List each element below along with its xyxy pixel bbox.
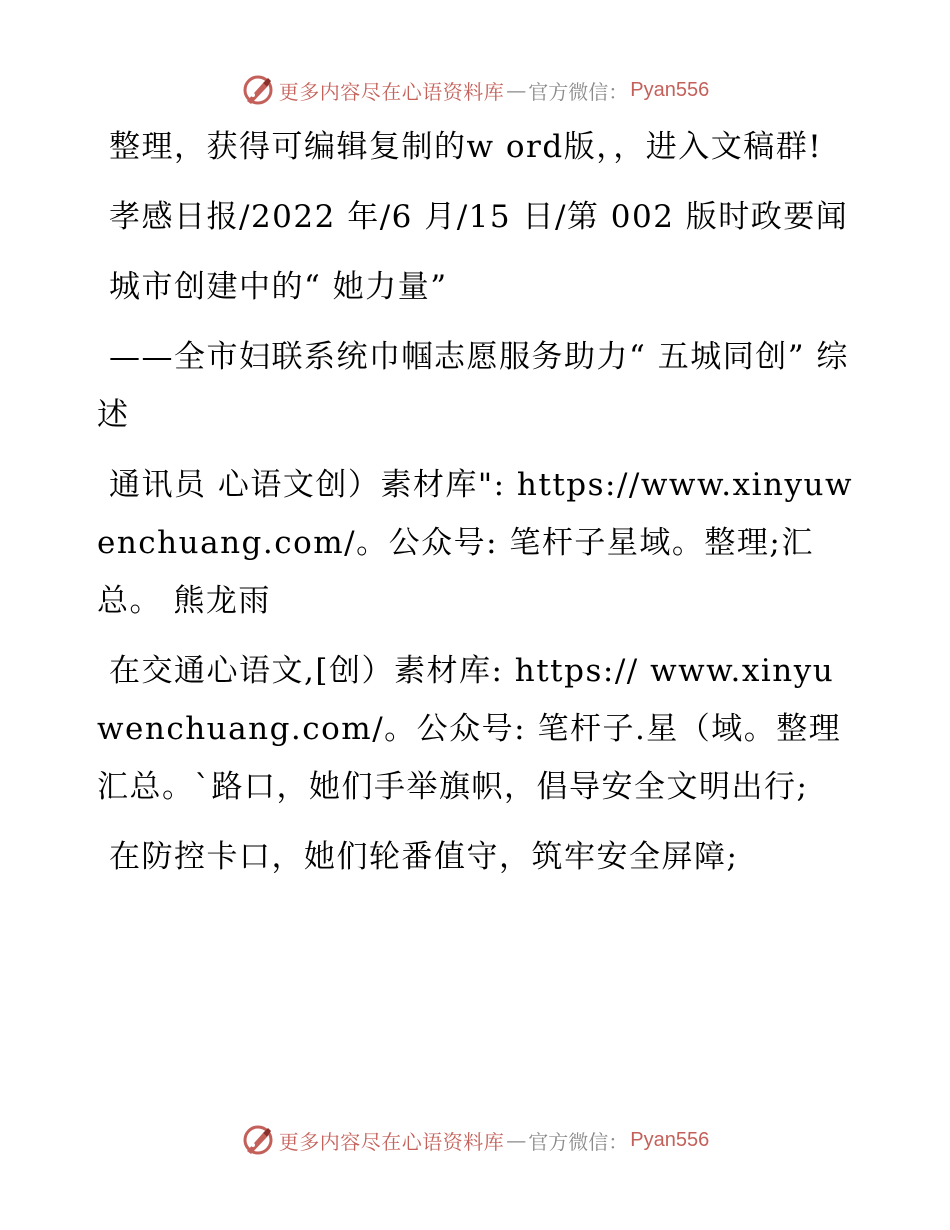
watermark-account: Pyan556 <box>630 78 710 101</box>
article-subtitle: ——全市妇联系统巾帼志愿服务助力“ 五城同创” 综述 <box>97 339 849 433</box>
paragraph: 在交通心语文,[创）素材库: https:// www.xinyuwenchuang.com/。公众号: 笔杆子.星（域。整理汇总。`路口，她们手举旗帜，倡导安全文明出行; <box>97 653 842 805</box>
paragraph: 通讯员 心语文创）素材库": https://www.xinyuwenchuang.com/。公众号: 笔杆子星域。整理;汇总。 熊龙雨 <box>97 467 854 619</box>
header-watermark <box>0 70 950 110</box>
footer-watermark <box>0 1120 950 1160</box>
watermark-label: 官方微信： <box>528 1129 629 1154</box>
watermark-separator: — <box>506 1128 527 1152</box>
article-title: 城市创建中的“ 她力量” <box>109 269 448 305</box>
watermark-label: 官方微信： <box>528 79 629 104</box>
watermark-separator: — <box>506 78 527 102</box>
document-body <box>97 118 857 898</box>
pen-logo-icon <box>241 1123 275 1157</box>
paragraph: 孝感日报/2022 年/6 月/15 日/第 002 版时政要闻 <box>109 199 849 235</box>
pen-logo-icon <box>241 73 275 107</box>
watermark-site-text: 更多内容尽在心语资料库 <box>278 1129 505 1154</box>
paragraph: 整理，获得可编辑复制的w ord版，，进入文稿群! <box>109 129 823 165</box>
paragraph: 在防控卡口，她们轮番值守，筑牢安全屏障; <box>109 839 739 875</box>
watermark-site-text: 更多内容尽在心语资料库 <box>278 79 505 104</box>
watermark-account: Pyan556 <box>630 1128 710 1151</box>
